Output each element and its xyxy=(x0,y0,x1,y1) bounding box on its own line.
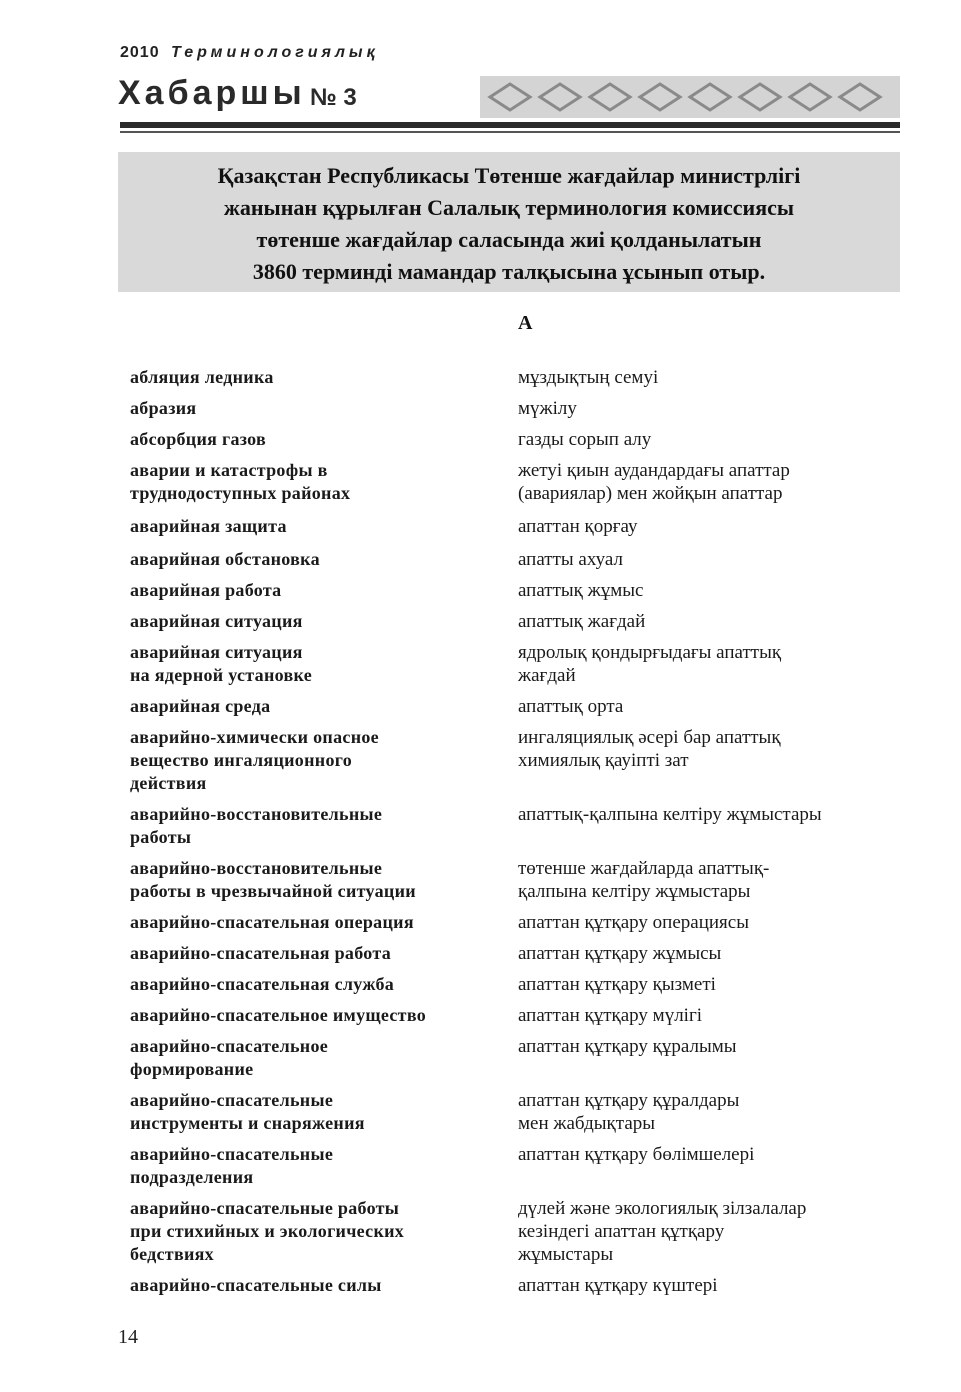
translation-line: апаттық-қалпына келтіру жұмыстары xyxy=(518,804,822,825)
term-line: формирование xyxy=(130,1059,254,1079)
translation-line: дүлей және экологиялық зілзалалар xyxy=(518,1198,807,1219)
translation-line: апаттан құтқару жұмысы xyxy=(518,943,722,964)
entry-translation xyxy=(518,397,900,420)
entry-translation xyxy=(518,1035,900,1058)
ornament-pattern-icon xyxy=(480,76,900,118)
entry-term xyxy=(130,695,518,718)
entry-translation xyxy=(518,366,900,389)
translation-line: ингаляциялық әсері бар апаттық xyxy=(518,727,781,748)
entry-term xyxy=(130,973,518,996)
term-line: работы в чрезвычайной ситуации xyxy=(130,881,416,901)
term-line: аварийно-спасательные xyxy=(130,1144,334,1164)
entry-translation xyxy=(518,515,900,538)
header-ornament xyxy=(480,76,900,118)
translation-line: газды сорып алу xyxy=(518,429,652,450)
entry-translation xyxy=(518,1197,900,1266)
term-line: аварийная среда xyxy=(130,696,271,716)
entry-translation xyxy=(518,1274,900,1297)
entry-term xyxy=(130,548,518,571)
entry-term xyxy=(130,803,518,849)
term-line: бедствиях xyxy=(130,1244,214,1264)
translation-line: апаттан құтқару құралымы xyxy=(518,1036,737,1057)
entry-translation xyxy=(518,428,900,451)
glossary-entry xyxy=(130,428,900,451)
journal-issue: № 3 xyxy=(310,84,357,111)
entry-translation xyxy=(518,695,900,718)
translation-line: апаттан құтқару бөлімшелері xyxy=(518,1144,755,1165)
term-line: аварийно-восстановительные xyxy=(130,858,383,878)
translation-line: апаттан құтқару операциясы xyxy=(518,912,749,933)
entry-term xyxy=(130,1089,518,1135)
entry-term xyxy=(130,1004,518,1027)
entry-translation xyxy=(518,857,900,903)
entry-translation xyxy=(518,803,900,826)
entry-term xyxy=(130,1274,518,1297)
journal-series: Терминологиялық xyxy=(171,44,379,61)
entry-translation xyxy=(518,911,900,934)
translation-line: апаттан құтқару мүлігі xyxy=(518,1005,703,1026)
entry-translation xyxy=(518,726,900,772)
term-line: аварийная защита xyxy=(130,516,287,536)
entry-term xyxy=(130,1197,518,1266)
glossary-entry xyxy=(130,397,900,420)
translation-line: апаттан қорғау xyxy=(518,516,638,537)
entry-translation xyxy=(518,610,900,633)
term-line: аварийно-восстановительные xyxy=(130,804,383,824)
header-rule-thick xyxy=(120,122,900,128)
glossary-entry xyxy=(130,1004,900,1027)
translation-line: апаттан құтқару қызметі xyxy=(518,974,716,995)
entry-term xyxy=(130,726,518,795)
entry-term xyxy=(130,428,518,451)
entry-term xyxy=(130,1035,518,1081)
glossary-entry xyxy=(130,942,900,965)
glossary-entry xyxy=(130,911,900,934)
term-line: аварийно-спасательные xyxy=(130,1090,334,1110)
term-line: аварийно-спасательная операция xyxy=(130,912,414,932)
translation-line: апаттық жұмыс xyxy=(518,580,644,601)
translation-line: қалпына келтіру жұмыстары xyxy=(518,881,751,902)
term-line: абляция ледника xyxy=(130,367,274,387)
entry-translation xyxy=(518,973,900,996)
entry-term xyxy=(130,579,518,602)
term-line: труднодоступных районах xyxy=(130,483,351,503)
journal-title: Хабаршы xyxy=(118,74,306,112)
translation-line: мен жабдықтары xyxy=(518,1113,656,1134)
term-line: аварийно-спасательная служба xyxy=(130,974,395,994)
entry-translation xyxy=(518,459,900,505)
term-line: аварийно-спасательное xyxy=(130,1036,329,1056)
translation-line: (авариялар) мен жойқын апаттар xyxy=(518,483,783,504)
journal-year-series xyxy=(120,44,379,62)
entry-term xyxy=(130,857,518,903)
glossary-entry xyxy=(130,857,900,903)
entry-term xyxy=(130,366,518,389)
term-line: аварии и катастрофы в xyxy=(130,460,328,480)
translation-line: мүжілу xyxy=(518,398,577,419)
banner-line: Қазақстан Республикасы Төтенше жағдайлар министрлігі xyxy=(217,163,801,188)
translation-line: жұмыстары xyxy=(518,1244,614,1265)
translation-line: ядролық қондырғыдағы апаттық xyxy=(518,642,782,663)
term-line: аварийная ситуация xyxy=(130,642,303,662)
glossary-entry xyxy=(130,1197,900,1266)
banner-line: төтенше жағдайлар саласында жиі қолданылатын xyxy=(256,227,762,252)
term-line: аварийная работа xyxy=(130,580,282,600)
glossary-entry xyxy=(130,641,900,687)
glossary-entry xyxy=(130,610,900,633)
term-line: при стихийных и экологических xyxy=(130,1221,405,1241)
term-line: вещество ингаляционного xyxy=(130,750,353,770)
entry-translation xyxy=(518,1143,900,1166)
entry-translation xyxy=(518,1089,900,1135)
journal-year: 2010 xyxy=(120,44,160,61)
translation-line: мұздықтың семуі xyxy=(518,367,659,388)
term-line: аварийно-спасательное имущество xyxy=(130,1005,427,1025)
term-line: работы xyxy=(130,827,192,847)
term-line: абразия xyxy=(130,398,197,418)
header-rule-thin xyxy=(120,131,900,133)
page-number: 14 xyxy=(118,1326,138,1348)
term-line: аварийно-спасательные работы xyxy=(130,1198,400,1218)
translation-line: апаттан құтқару күштері xyxy=(518,1275,718,1296)
glossary-entry xyxy=(130,1089,900,1135)
translation-line: кезіндегі апаттан құтқару xyxy=(518,1221,725,1242)
glossary-entry xyxy=(130,459,900,505)
glossary-entry xyxy=(130,803,900,849)
announcement-banner xyxy=(118,160,900,288)
glossary-entry xyxy=(130,1274,900,1297)
translation-line: апатты ахуал xyxy=(518,549,623,570)
glossary-entry xyxy=(130,1143,900,1189)
entry-term xyxy=(130,515,518,538)
entry-term xyxy=(130,459,518,505)
glossary-entry xyxy=(130,366,900,389)
entry-term xyxy=(130,942,518,965)
term-line: аварийно-химически опасное xyxy=(130,727,379,747)
term-line: инструменты и снаряжения xyxy=(130,1113,365,1133)
term-line: действия xyxy=(130,773,207,793)
translation-line: жетуі қиын аудандардағы апаттар xyxy=(518,460,790,481)
entry-term xyxy=(130,911,518,934)
term-line: подразделения xyxy=(130,1167,254,1187)
banner-line: жанынан құрылған Салалық терминология комиссиясы xyxy=(223,195,795,220)
entry-translation xyxy=(518,641,900,687)
translation-line: жағдай xyxy=(518,665,576,686)
term-line: на ядерной установке xyxy=(130,665,313,685)
glossary-entry xyxy=(130,695,900,718)
translation-line: апаттық орта xyxy=(518,696,624,717)
entry-term xyxy=(130,641,518,687)
term-line: аварийная обстановка xyxy=(130,549,320,569)
translation-line: апаттан құтқару құралдары xyxy=(518,1090,740,1111)
glossary-entry xyxy=(130,548,900,571)
glossary-entry xyxy=(130,515,900,538)
entry-translation xyxy=(518,1004,900,1027)
glossary-entry xyxy=(130,1035,900,1081)
translation-line: төтенше жағдайларда апаттық- xyxy=(518,858,770,879)
glossary-entries xyxy=(130,366,900,1305)
term-line: аварийная ситуация xyxy=(130,611,303,631)
banner-line: 3860 терминді мамандар талқысына ұсынып отыр. xyxy=(252,259,766,284)
translation-line: апаттық жағдай xyxy=(518,611,646,632)
entry-term xyxy=(130,397,518,420)
term-line: абсорбция газов xyxy=(130,429,267,449)
glossary-entry xyxy=(130,726,900,795)
section-letter: А xyxy=(518,312,533,334)
glossary-entry xyxy=(130,579,900,602)
term-line: аварийно-спасательная работа xyxy=(130,943,391,963)
translation-line: химиялық қауіпті зат xyxy=(518,750,689,771)
entry-term xyxy=(130,1143,518,1189)
term-line: аварийно-спасательные силы xyxy=(130,1275,382,1295)
entry-translation xyxy=(518,548,900,571)
entry-translation xyxy=(518,579,900,602)
glossary-entry xyxy=(130,973,900,996)
entry-term xyxy=(130,610,518,633)
entry-translation xyxy=(518,942,900,965)
